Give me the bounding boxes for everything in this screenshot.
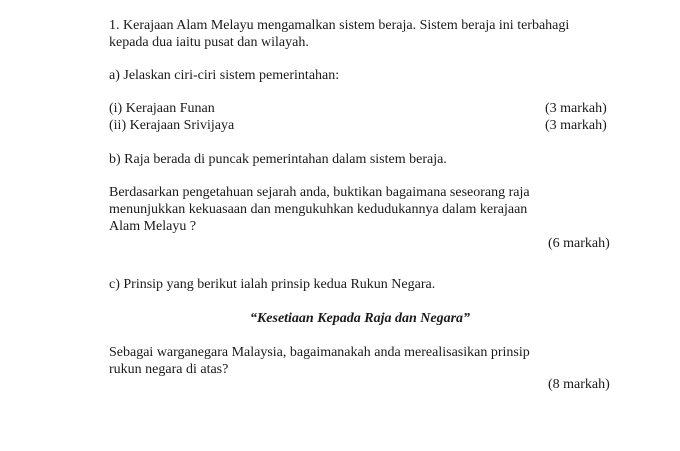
part-c-question-line-1: Sebagai warganegara Malaysia, bagaimanakah anda merealisasikan prinsip (109, 345, 530, 360)
part-b-question-line-2: menunjukkan kekuasaan dan mengukuhkan kedudukannya dalam kerajaan (109, 202, 528, 217)
part-a-item-2-marks: (3 markah) (545, 118, 607, 133)
part-a-item-1-label: (i) Kerajaan Funan (109, 101, 215, 116)
part-a-item-2-label: (ii) Kerajaan Srivijaya (109, 118, 235, 133)
intro-line-1: 1. Kerajaan Alam Melayu mengamalkan sistem beraja. Sistem beraja ini terbahagi (109, 18, 570, 33)
part-b-question-line-3: Alam Melayu ? (109, 219, 197, 234)
part-b-marks: (6 markah) (548, 236, 610, 251)
part-c-question-line-2: rukun negara di atas? (109, 362, 229, 377)
part-c-quote: “Kesetiaan Kepada Raja dan Negara” (249, 311, 471, 326)
part-b-statement: b) Raja berada di puncak pemerintahan dalam sistem beraja. (109, 152, 447, 167)
part-c-marks: (8 markah) (548, 377, 610, 392)
part-b-question-line-1: Berdasarkan pengetahuan sejarah anda, buktikan bagaimana seseorang raja (109, 185, 530, 200)
intro-line-2: kepada dua iaitu pusat dan wilayah. (109, 35, 309, 50)
part-a-prompt: a) Jelaskan ciri-ciri sistem pemerintahan: (109, 68, 340, 83)
part-c-statement: c) Prinsip yang berikut ialah prinsip kedua Rukun Negara. (109, 277, 436, 292)
part-a-item-1-marks: (3 markah) (545, 101, 607, 116)
